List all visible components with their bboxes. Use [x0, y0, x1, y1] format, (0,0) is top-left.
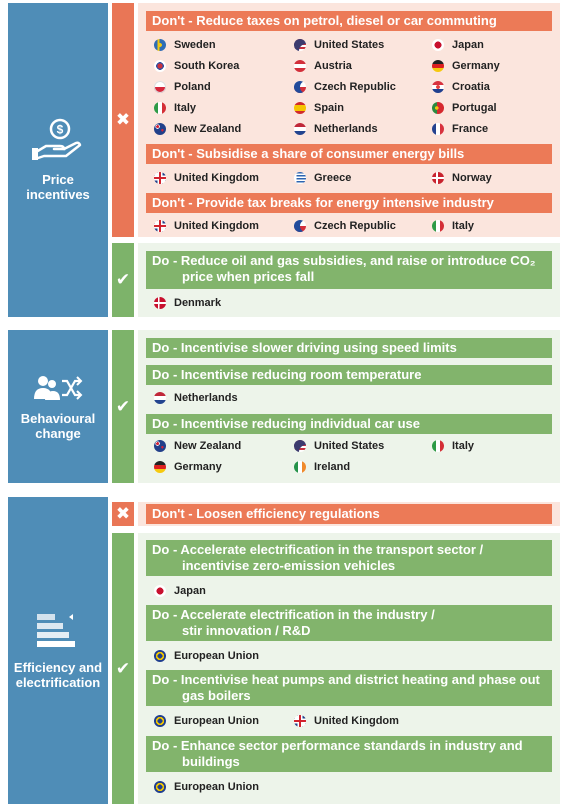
section-price-incentives: [8, 3, 560, 317]
flag-icon: [432, 81, 444, 93]
country-item: [294, 39, 384, 51]
flag-icon: [432, 102, 444, 114]
svg-text:$: $: [56, 122, 64, 137]
country-name: Netherlands: [314, 123, 378, 135]
measure-text: Do - Accelerate electrification in the industry /: [152, 607, 435, 622]
country-name: Ireland: [314, 461, 351, 473]
measure-bar: [146, 605, 552, 641]
country-item: [294, 123, 378, 135]
flag-icon: [154, 585, 166, 597]
check-icon: ✔: [115, 270, 131, 289]
country-item: [432, 123, 488, 135]
country-name: Norway: [452, 172, 492, 184]
dont-marker: [112, 502, 134, 526]
country-item: [294, 172, 351, 184]
flag-icon: [154, 297, 166, 309]
flag-icon: [294, 440, 306, 452]
country-item: [154, 781, 259, 793]
measure-text: Do - Enhance sector performance standards in industry and: [152, 738, 523, 753]
country-name: Spain: [314, 102, 344, 114]
country-item: [154, 392, 238, 404]
measure-text-continued: gas boilers: [182, 688, 251, 703]
flag-icon: [294, 60, 306, 72]
measure-bar: Do - Incentivise reducing individual car use: [146, 414, 552, 434]
country-name: Japan: [174, 585, 206, 597]
country-name: Poland: [174, 81, 211, 93]
country-name: Czech Republic: [314, 81, 396, 93]
energy-rating-icon: [35, 612, 81, 652]
dont-marker: [112, 3, 134, 237]
country-item: [154, 39, 216, 51]
country-item: [432, 102, 497, 114]
country-name: New Zealand: [174, 440, 242, 452]
section-efficiency-electrification: [8, 497, 560, 804]
country-name: United States: [314, 39, 385, 51]
measure-text: Do - Accelerate electrification in the transport sector /: [152, 542, 484, 557]
flag-icon: [154, 781, 166, 793]
measure-bar: Don't - Subsidise a share of consumer energy bills: [146, 144, 552, 164]
country-item: [294, 220, 396, 232]
country-item: [154, 102, 196, 114]
country-item: [294, 81, 396, 93]
country-name: United States: [314, 440, 385, 452]
category-panel-efficiency-electrification: [8, 497, 108, 804]
country-name: United Kingdom: [174, 220, 259, 232]
measure-bar: [146, 670, 552, 706]
country-item: [154, 220, 259, 232]
category-label: Efficiency and electrification: [13, 659, 103, 690]
measure-bar: [146, 540, 552, 576]
flag-icon: [432, 220, 444, 232]
country-item: [154, 81, 211, 93]
country-item: [294, 102, 344, 114]
flag-icon: [432, 123, 444, 135]
category-panel-behavioural-change: [8, 330, 108, 483]
do-marker: [112, 243, 134, 317]
country-item: [432, 440, 474, 452]
country-item: [154, 440, 241, 452]
flag-icon: [154, 123, 166, 135]
flag-icon: [432, 172, 444, 184]
country-item: [154, 461, 222, 473]
country-name: Italy: [174, 102, 197, 114]
dont-measures-pane: [138, 3, 560, 237]
measure-text: Do - Incentivise heat pumps and district heating and phase out: [152, 672, 540, 687]
country-name: United Kingdom: [314, 715, 399, 727]
cross-icon: ✖: [115, 504, 131, 523]
flag-icon: [294, 220, 306, 232]
country-name: Netherlands: [174, 392, 238, 404]
country-item: [294, 440, 384, 452]
country-name: South Korea: [174, 60, 240, 72]
category-panel-price-incentives: [8, 3, 108, 317]
flag-icon: [154, 440, 166, 452]
check-icon: ✔: [115, 396, 131, 416]
country-item: [294, 60, 352, 72]
country-item: [294, 461, 350, 473]
country-item: [154, 297, 221, 309]
flag-icon: [154, 392, 166, 404]
country-name: United Kingdom: [174, 172, 259, 184]
measure-bar: Do - Incentivise slower driving using speed limits: [146, 338, 552, 358]
country-name: Italy: [452, 440, 475, 452]
country-name: Germany: [452, 60, 500, 72]
measure-text-continued: stir innovation / R&D: [182, 623, 311, 638]
flag-icon: [294, 172, 306, 184]
measure-bar: Do - Incentivise reducing room temperature: [146, 365, 552, 385]
flag-icon: [294, 81, 306, 93]
country-item: [154, 585, 206, 597]
measure-bar: [146, 736, 552, 772]
country-name: Sweden: [174, 39, 216, 51]
country-name: European Union: [174, 715, 259, 727]
flag-icon: [432, 440, 444, 452]
category-label: Behavioural change: [20, 410, 96, 441]
flag-icon: [432, 60, 444, 72]
country-item: [432, 220, 474, 232]
country-item: [154, 123, 241, 135]
country-item: [432, 60, 500, 72]
do-measures-pane: [138, 533, 560, 804]
country-name: Italy: [452, 220, 475, 232]
flag-icon: [154, 650, 166, 662]
category-label: Price incentives: [26, 172, 90, 202]
country-item: [432, 81, 490, 93]
hand-coin-icon: [30, 118, 86, 164]
country-item: [154, 715, 259, 727]
country-name: Czech Republic: [314, 220, 396, 232]
cross-icon: ✖: [115, 110, 131, 129]
flag-icon: [294, 715, 306, 727]
measure-text-continued: buildings: [182, 754, 240, 769]
country-name: Austria: [314, 60, 352, 72]
measure-bar: Don't - Loosen efficiency regulations: [146, 504, 552, 524]
country-name: France: [452, 123, 489, 135]
country-item: [154, 650, 259, 662]
flag-icon: [294, 39, 306, 51]
do-marker: [112, 330, 134, 483]
flag-icon: [154, 172, 166, 184]
country-item: [432, 172, 492, 184]
country-item: [154, 60, 239, 72]
country-name: Portugal: [452, 102, 497, 114]
do-measures-pane: [138, 330, 560, 483]
country-item: [432, 39, 484, 51]
country-name: New Zealand: [174, 123, 242, 135]
flag-icon: [154, 60, 166, 72]
country-name: Greece: [314, 172, 352, 184]
people-shuffle-icon: [33, 373, 83, 403]
flag-icon: [294, 461, 306, 473]
measure-text-continued: incentivise zero-emission vehicles: [182, 558, 396, 573]
country-name: Denmark: [174, 297, 222, 309]
measure-text-continued: price when prices fall: [182, 269, 315, 284]
flag-icon: [294, 102, 306, 114]
country-name: Croatia: [452, 81, 490, 93]
section-behavioural-change: [8, 330, 560, 483]
measure-text: Do - Reduce oil and gas subsidies, and raise or introduce CO₂: [152, 253, 536, 268]
country-name: European Union: [174, 781, 259, 793]
measure-bar: Don't - Provide tax breaks for energy intensive industry: [146, 193, 552, 213]
measure-bar: [146, 251, 552, 289]
flag-icon: [154, 715, 166, 727]
flag-icon: [154, 39, 166, 51]
flag-icon: [154, 102, 166, 114]
flag-icon: [294, 123, 306, 135]
measure-bar: Don't - Reduce taxes on petrol, diesel or car commuting: [146, 11, 552, 31]
flag-icon: [154, 461, 166, 473]
flag-icon: [154, 81, 166, 93]
check-icon: ✔: [115, 658, 131, 678]
country-name: Japan: [452, 39, 484, 51]
do-measures-pane: [138, 243, 560, 317]
country-name: Germany: [174, 461, 222, 473]
country-item: [294, 715, 399, 727]
do-marker: [112, 533, 134, 804]
flag-icon: [154, 220, 166, 232]
dont-measures-pane: [138, 502, 560, 526]
country-name: European Union: [174, 650, 259, 662]
country-item: [154, 172, 259, 184]
flag-icon: [432, 39, 444, 51]
